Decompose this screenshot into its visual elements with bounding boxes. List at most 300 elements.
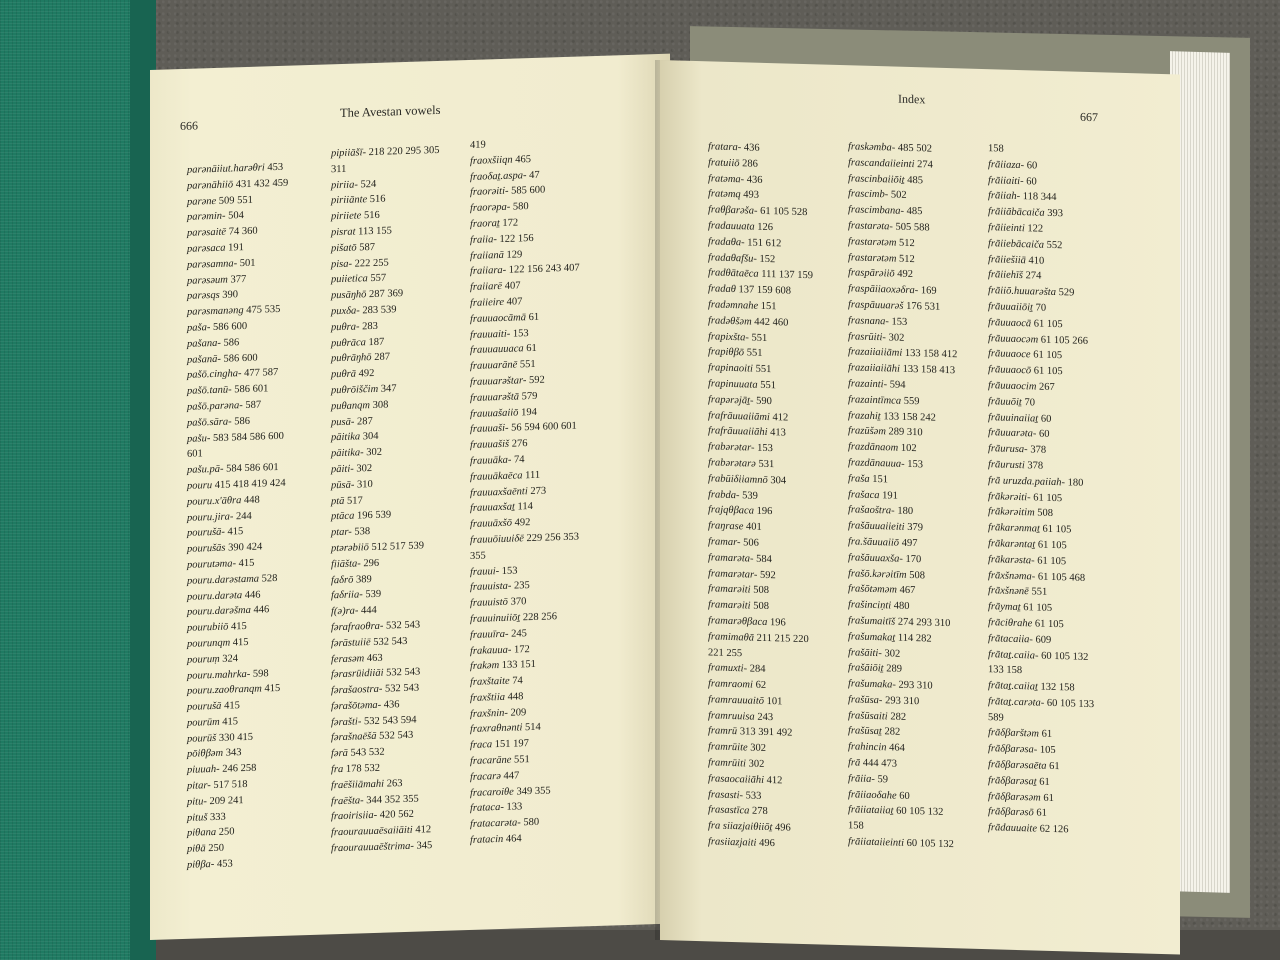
- index-page-refs: 580: [520, 817, 540, 829]
- index-entry: [848, 803, 957, 822]
- index-headword: fratara-: [708, 141, 742, 154]
- index-page-refs: 222 255: [352, 257, 389, 270]
- index-headword: frāiiaoδahe: [848, 788, 897, 802]
- index-headword: pouru.jira-: [187, 510, 234, 524]
- index-entry: [187, 302, 288, 321]
- index-page-refs: 467: [897, 584, 916, 597]
- index-headword: frastarətəm: [848, 251, 897, 265]
- index-page-refs: 133: [503, 801, 523, 814]
- index-headword: frāuuaocim: [988, 380, 1037, 393]
- index-page-refs: 485: [904, 174, 923, 186]
- index-headword: fraiiara-: [470, 265, 507, 278]
- index-page-refs: 448: [241, 494, 260, 506]
- index-page-refs: 132 158: [1037, 681, 1075, 694]
- index-page-refs: 122 156 243 407: [506, 262, 580, 277]
- right-column-3: [988, 141, 1094, 839]
- index-page-refs: 412: [764, 774, 783, 787]
- index-page-refs: 250: [216, 826, 235, 839]
- index-page-refs: 304: [360, 431, 379, 443]
- index-page-refs: 302: [745, 758, 765, 770]
- index-page-refs: 263: [384, 777, 403, 790]
- index-entry: [708, 834, 813, 853]
- index-page-refs: 453: [264, 161, 284, 174]
- index-headword: fratuiiō: [708, 157, 740, 170]
- index-page-refs: 151 612: [744, 237, 782, 250]
- index-page-refs: 61 105 266: [1038, 334, 1089, 347]
- index-page-refs: 153: [510, 327, 529, 340]
- index-entry: [187, 175, 288, 194]
- index-headword: fraorəpa-: [470, 201, 511, 215]
- index-headword: parəne: [187, 195, 217, 208]
- index-headword: frāiiō.huuarəšta: [988, 285, 1056, 299]
- index-headword: faδrō: [331, 574, 354, 586]
- index-page-refs: 62 126: [1037, 823, 1069, 836]
- index-headword: pouru.x'āθra: [187, 494, 242, 508]
- index-headword: frāiiaza-: [988, 158, 1025, 171]
- index-headword: frašō.kərəitīm: [848, 567, 907, 581]
- index-headword: frāxšnənē: [988, 585, 1029, 598]
- index-page-refs: 274: [1023, 270, 1042, 283]
- index-page-refs: 302: [363, 446, 383, 459]
- index-headword: framrūite: [708, 741, 748, 754]
- index-headword: piθā: [187, 843, 206, 856]
- index-page-refs: 431 432 459: [233, 177, 289, 191]
- index-headword: fraspāiiaoxəδra-: [848, 283, 919, 297]
- index-page-refs: 310: [354, 478, 373, 491]
- index-headword: frazaiiaiiāhi: [848, 362, 900, 375]
- index-headword: framar-: [708, 536, 741, 549]
- index-headword: parəsaitē: [187, 226, 227, 240]
- index-headword: frazdānaom: [848, 441, 899, 454]
- index-headword: frapinaoiti: [708, 362, 753, 375]
- index-headword: frašāiti-: [848, 646, 882, 659]
- index-page-refs: 589: [988, 711, 1004, 724]
- index-headword: frauui-: [470, 565, 500, 578]
- index-page-refs: 415: [236, 557, 255, 570]
- index-headword: fraourauuaēsaiiāiti: [331, 825, 413, 839]
- index-headword: frapərəjāṯ-: [708, 394, 754, 407]
- index-page-refs: 61 105 528: [757, 205, 808, 219]
- index-headword: fərasrūidiiāi: [331, 667, 384, 681]
- index-page-refs: 61 105 468: [1035, 570, 1086, 584]
- index-page-refs: 587: [242, 399, 262, 412]
- index-page-refs: 551: [757, 379, 776, 392]
- index-page-refs: 508: [1034, 507, 1054, 520]
- index-headword: frāδβarəsəm: [988, 790, 1041, 804]
- index-page-refs: 70: [1032, 302, 1047, 314]
- index-page-refs: 170: [902, 553, 922, 566]
- index-headword: frauuista-: [470, 580, 512, 594]
- index-page-refs: 501: [237, 257, 256, 270]
- index-page-refs: 464: [886, 742, 905, 755]
- index-page-refs: 304: [767, 474, 787, 487]
- index-page-refs: 508: [750, 584, 769, 597]
- index-headword: pouruṃ: [187, 653, 220, 666]
- index-page-refs: 415 418 419 424: [212, 477, 286, 491]
- index-headword: frādauuaite: [988, 822, 1037, 835]
- index-headword: pašanā-: [187, 353, 221, 366]
- index-headword: fraoxšiiqn: [470, 154, 513, 167]
- index-page-refs: 61 105: [1031, 365, 1063, 378]
- index-entry: [187, 570, 288, 589]
- index-headword: fraoirisiia-: [331, 810, 378, 823]
- right-page-number: 667: [1080, 109, 1098, 125]
- index-page-refs: 370: [507, 596, 527, 608]
- index-headword: frauuaocāmā: [470, 311, 526, 325]
- index-headword: frazūšəm: [848, 425, 886, 438]
- index-page-refs: 273: [527, 485, 547, 497]
- index-headword: fraiia-: [470, 233, 497, 246]
- index-headword: frāymaṯ: [988, 601, 1021, 614]
- index-headword: frašaoštra-: [848, 504, 895, 517]
- index-headword: fracarāne: [470, 754, 512, 768]
- index-page-refs: 61 105: [1034, 555, 1067, 568]
- index-headword: frātaṯ.caiia-: [988, 648, 1039, 662]
- right-column-2: [848, 139, 957, 853]
- index-page-refs: 194: [518, 406, 537, 418]
- index-page-refs: 584 586 601: [223, 462, 279, 475]
- index-page-refs: 61: [1036, 776, 1050, 788]
- index-page-refs: 446: [250, 604, 270, 617]
- index-page-refs: 196: [767, 616, 786, 629]
- index-page-refs: 126: [754, 221, 774, 234]
- index-page-refs: 287 369: [366, 288, 404, 301]
- index-entry: [988, 694, 1094, 713]
- index-page-refs: 287: [354, 415, 373, 428]
- index-page-refs: 74: [511, 454, 525, 466]
- index-headword: pourutəma-: [187, 558, 236, 571]
- index-page-refs: 169: [918, 285, 937, 297]
- index-headword: frākərəitim: [988, 506, 1035, 519]
- index-headword: pourunqm: [187, 637, 231, 650]
- index-headword: fərā: [331, 748, 348, 760]
- index-page-refs: 302: [885, 331, 905, 344]
- index-page-refs: 102: [898, 442, 917, 455]
- index-headword: fradθātaēca: [708, 267, 759, 281]
- index-page-refs: 133 158 413: [899, 363, 956, 377]
- index-headword: frapixšta-: [708, 330, 749, 344]
- index-page-refs: 502: [888, 189, 907, 202]
- index-page-refs: 60: [896, 790, 910, 802]
- index-page-refs: 532 543: [383, 666, 421, 679]
- index-headword: frasaocaiiāhi: [708, 773, 765, 786]
- index-headword: fraxštiia: [470, 691, 506, 704]
- index-headword: parəmin-: [187, 211, 226, 224]
- index-page-refs: 517 518: [210, 779, 248, 792]
- index-headword: pourušā-: [187, 526, 225, 540]
- index-headword: pisrat: [331, 226, 356, 239]
- index-headword: puiietica: [331, 273, 368, 286]
- index-page-refs: 61: [523, 343, 537, 355]
- index-headword: pašō.parəna-: [187, 400, 243, 413]
- index-page-refs: 114: [514, 501, 533, 513]
- index-entry: [187, 476, 288, 495]
- index-page-refs: 282: [881, 726, 901, 739]
- index-page-refs: 60: [1038, 413, 1052, 425]
- index-page-refs: 333: [207, 811, 226, 823]
- index-page-refs: 61 105: [1031, 318, 1063, 331]
- index-headword: fradauuata: [708, 220, 755, 233]
- index-headword: frāciθrahe: [988, 617, 1033, 630]
- index-page-refs: 586 600: [210, 320, 248, 334]
- index-headword: fraša: [848, 472, 870, 485]
- index-page-refs: 313 391 492: [737, 726, 793, 740]
- index-headword: pōiθβəm: [187, 748, 224, 761]
- index-page-refs: 532 543 594: [361, 714, 417, 728]
- index-page-refs: 377: [227, 273, 247, 286]
- index-page-refs: 436: [744, 173, 763, 186]
- index-headword: fracaroiθe: [470, 786, 514, 799]
- index-headword: f(ə)ra-: [331, 605, 359, 618]
- index-headword: frascimb-: [848, 188, 889, 201]
- index-page-refs: 559: [901, 395, 920, 407]
- index-headword: ptar-: [331, 526, 352, 539]
- index-page-refs: 580: [510, 201, 529, 213]
- index-headword: frascinbaiiōiṯ: [848, 172, 905, 186]
- index-page-refs: 153: [754, 442, 773, 455]
- index-page-refs: 211 215 220: [754, 632, 809, 645]
- index-page-refs: 60 105 132: [893, 805, 944, 819]
- index-headword: fraoraṯ: [470, 217, 500, 230]
- index-headword: frāiiah-: [988, 190, 1021, 203]
- index-entry: [470, 830, 580, 849]
- index-entry: [848, 834, 957, 853]
- index-page-refs: 475 535: [243, 304, 281, 317]
- index-page-refs: 122: [1024, 223, 1044, 235]
- index-headword: pašō.cingha-: [187, 368, 242, 382]
- index-headword: frā: [848, 757, 861, 769]
- index-headword: fraēšta-: [331, 794, 364, 807]
- index-page-refs: 60: [1036, 428, 1050, 441]
- index-page-refs: 250: [205, 842, 224, 855]
- index-page-refs: 496: [772, 822, 791, 834]
- index-headword: fraourauuaēštrima-: [331, 840, 414, 855]
- index-page-refs: 308: [370, 399, 389, 411]
- left-column-1: [187, 160, 288, 874]
- right-running-head: Index: [898, 91, 926, 107]
- index-page-refs: 61: [1046, 760, 1060, 773]
- index-headword: frāiiataiieinti: [848, 836, 905, 849]
- index-headword: frasasti-: [708, 789, 744, 801]
- index-headword: pouru: [187, 479, 213, 492]
- index-headword: frāiiābācaiča: [988, 206, 1045, 219]
- index-headword: fradaθafšu-: [708, 251, 757, 265]
- index-page-refs: 61 105: [1020, 602, 1053, 615]
- index-page-refs: 598: [250, 667, 269, 680]
- index-headword: frāuuinaiiaṯ: [988, 411, 1039, 425]
- index-page-refs: 477 587: [241, 367, 279, 380]
- index-page-refs: 532 543: [382, 682, 420, 695]
- index-headword: framimaθā: [708, 631, 754, 644]
- index-headword: puθrā: [331, 368, 356, 381]
- index-page-refs: 74: [509, 675, 523, 687]
- index-headword: frauuašaiiō: [470, 406, 519, 420]
- index-page-refs: 282: [887, 711, 907, 723]
- index-headword: frauuaxšaṯ: [470, 501, 515, 515]
- index-headword: fərafraoθra-: [331, 620, 384, 634]
- index-headword: pouru.darəta: [187, 589, 243, 603]
- index-headword: parəsamna-: [187, 258, 238, 271]
- index-headword: frāδβarštəm: [988, 727, 1039, 741]
- index-headword: frabūiδiiamnō: [708, 473, 768, 486]
- index-headword: frāiiataiiaṯ: [848, 804, 894, 817]
- index-headword: pāitika-: [331, 447, 364, 460]
- index-page-refs: 413: [767, 427, 786, 439]
- index-headword: fərāstuiiē: [331, 636, 371, 650]
- index-page-refs: 551: [744, 347, 763, 360]
- index-page-refs: 552: [1044, 239, 1063, 252]
- left-page-number: 666: [180, 118, 198, 134]
- index-page-refs: 59: [874, 773, 888, 786]
- index-page-refs: 61 105: [1030, 491, 1063, 504]
- index-headword: frākərəiti-: [988, 490, 1031, 503]
- index-entry: [988, 820, 1094, 839]
- index-page-refs: 401: [743, 521, 762, 533]
- index-entry: [331, 838, 440, 857]
- index-page-refs: 60 105 132: [904, 837, 954, 851]
- index-headword: frasiiazjaiti: [708, 836, 757, 849]
- index-headword: frāxšnəma-: [988, 569, 1036, 582]
- index-headword: frasrūiti-: [848, 330, 886, 343]
- index-headword: fərašti-: [331, 716, 362, 728]
- index-headword: pāitika: [331, 431, 361, 444]
- index-page-refs: 446: [242, 589, 261, 601]
- index-headword: frabda-: [708, 488, 740, 501]
- index-headword: fraiieire: [470, 296, 505, 309]
- index-page-refs: 493: [740, 189, 760, 202]
- index-page-refs: 60: [1023, 175, 1037, 188]
- index-headword: pitu-: [187, 796, 207, 808]
- index-page-refs: 191: [225, 242, 244, 254]
- index-headword: frazdānauua-: [848, 457, 905, 470]
- index-headword: pituš: [187, 811, 208, 824]
- index-page-refs: 122 156: [496, 232, 534, 245]
- index-page-refs: 191: [879, 489, 898, 502]
- index-page-refs: 153: [888, 316, 908, 328]
- index-page-refs: 133 158 412: [902, 348, 958, 361]
- index-page-refs: 61: [1033, 807, 1047, 820]
- index-headword: pourūm: [187, 716, 220, 729]
- index-headword: framruuisa: [708, 710, 755, 723]
- index-headword: frākarəntaṯ: [988, 538, 1036, 551]
- index-headword: framraomi: [708, 678, 753, 691]
- index-headword: frascimbana-: [848, 204, 904, 218]
- index-headword: frauuašiš: [470, 438, 510, 452]
- index-page-refs: 586 600: [220, 352, 258, 365]
- index-page-refs: 379: [904, 521, 923, 534]
- index-headword: frāuuarəta-: [988, 427, 1037, 440]
- index-page-refs: 442 460: [751, 316, 789, 329]
- index-page-refs: 551: [1028, 586, 1048, 599]
- index-headword: pipiiāšī-: [331, 147, 367, 160]
- index-page-refs: 594: [887, 379, 906, 391]
- index-headword: fərašnaēšā: [331, 731, 377, 744]
- index-page-refs: 274 293 310: [895, 616, 951, 630]
- index-headword: ptāca: [331, 510, 355, 523]
- index-headword: puθra-: [331, 321, 360, 334]
- index-headword: frauuīra-: [470, 628, 509, 641]
- index-page-refs: 585 600: [508, 184, 546, 198]
- index-headword: frakəm: [470, 660, 500, 673]
- index-page-refs: 524: [357, 178, 377, 191]
- index-headword: frāurusa-: [988, 443, 1028, 456]
- index-headword: frašūsaṯ: [848, 725, 882, 738]
- index-headword: frauuāxšō: [470, 517, 512, 531]
- index-page-refs: 533: [743, 789, 762, 802]
- index-headword: frastarətəm: [848, 236, 897, 249]
- index-page-refs: 447: [500, 770, 520, 782]
- index-headword: frazaintīmca: [848, 394, 902, 407]
- index-page-refs: 464: [503, 833, 522, 845]
- index-page-refs: 245: [508, 627, 527, 640]
- index-page-refs: 235: [511, 580, 530, 592]
- index-page-refs: 244: [233, 510, 252, 522]
- index-page-refs: 420 562: [377, 809, 414, 822]
- index-page-refs: 529: [1055, 287, 1075, 299]
- index-page-refs: 539: [739, 489, 758, 502]
- index-headword: pusāŋhō: [331, 289, 367, 302]
- index-headword: frazaiiaiiāmi: [848, 346, 903, 360]
- right-column-1: [708, 139, 813, 853]
- index-headword: frāiiebācaiča: [988, 237, 1044, 251]
- index-headword: frāuuaocā: [988, 316, 1032, 330]
- index-headword: frašinciṇti: [848, 599, 892, 612]
- index-headword: frapiθβō: [708, 346, 745, 359]
- index-headword: frā uruzda.paiiah-: [988, 474, 1066, 489]
- index-headword: puxδa-: [331, 305, 360, 318]
- index-headword: frašūsa-: [848, 694, 883, 707]
- index-page-refs: 113 155: [355, 225, 392, 238]
- index-page-refs: 463: [364, 652, 383, 664]
- index-headword: ptərəbiiō: [331, 542, 369, 555]
- index-headword: frauuarəštar-: [470, 375, 527, 388]
- index-page-refs: 512: [896, 237, 915, 249]
- index-headword: frauuistō: [470, 596, 508, 610]
- index-headword: fraorəiti-: [470, 186, 509, 199]
- index-headword: piθβa-: [187, 859, 215, 871]
- index-page-refs: 516: [367, 193, 386, 206]
- index-headword: frauuinuiiōṯ: [470, 612, 521, 625]
- index-headword: fracarə: [470, 770, 501, 783]
- index-headword: frafrāuuaiiāhi: [708, 425, 768, 439]
- index-page-refs: 514: [522, 722, 541, 734]
- index-headword: frāiiaiti-: [988, 174, 1024, 187]
- index-page-refs: 151: [758, 300, 777, 313]
- index-page-refs: 551: [511, 754, 530, 766]
- index-headword: frakauua-: [470, 644, 512, 657]
- index-headword: pusā-: [331, 416, 355, 428]
- index-page-refs: 74 360: [226, 225, 258, 238]
- index-headword: frauuaxšaēnti: [470, 485, 528, 499]
- index-page-refs: 586 601: [231, 383, 269, 396]
- index-page-refs: 187: [365, 336, 385, 348]
- index-headword: frazahiṯ: [848, 409, 881, 422]
- index-headword: frauuāka-: [470, 454, 512, 467]
- index-page-refs: 415: [230, 636, 249, 649]
- index-headword: frašumakaṯ: [848, 630, 896, 644]
- index-page-refs: 492: [512, 517, 531, 529]
- index-headword: frauuarəštā: [470, 391, 520, 404]
- index-page-refs: 296: [360, 557, 380, 570]
- index-page-refs: 47: [526, 169, 540, 181]
- index-page-refs: 412: [412, 824, 432, 837]
- index-page-refs: 209: [507, 706, 527, 719]
- index-entry: [187, 681, 288, 700]
- index-page-refs: 289 310: [885, 426, 923, 439]
- index-page-refs: 509 551: [216, 194, 253, 207]
- index-headword: framarətar-: [708, 567, 758, 581]
- index-page-refs: 209 241: [206, 794, 244, 808]
